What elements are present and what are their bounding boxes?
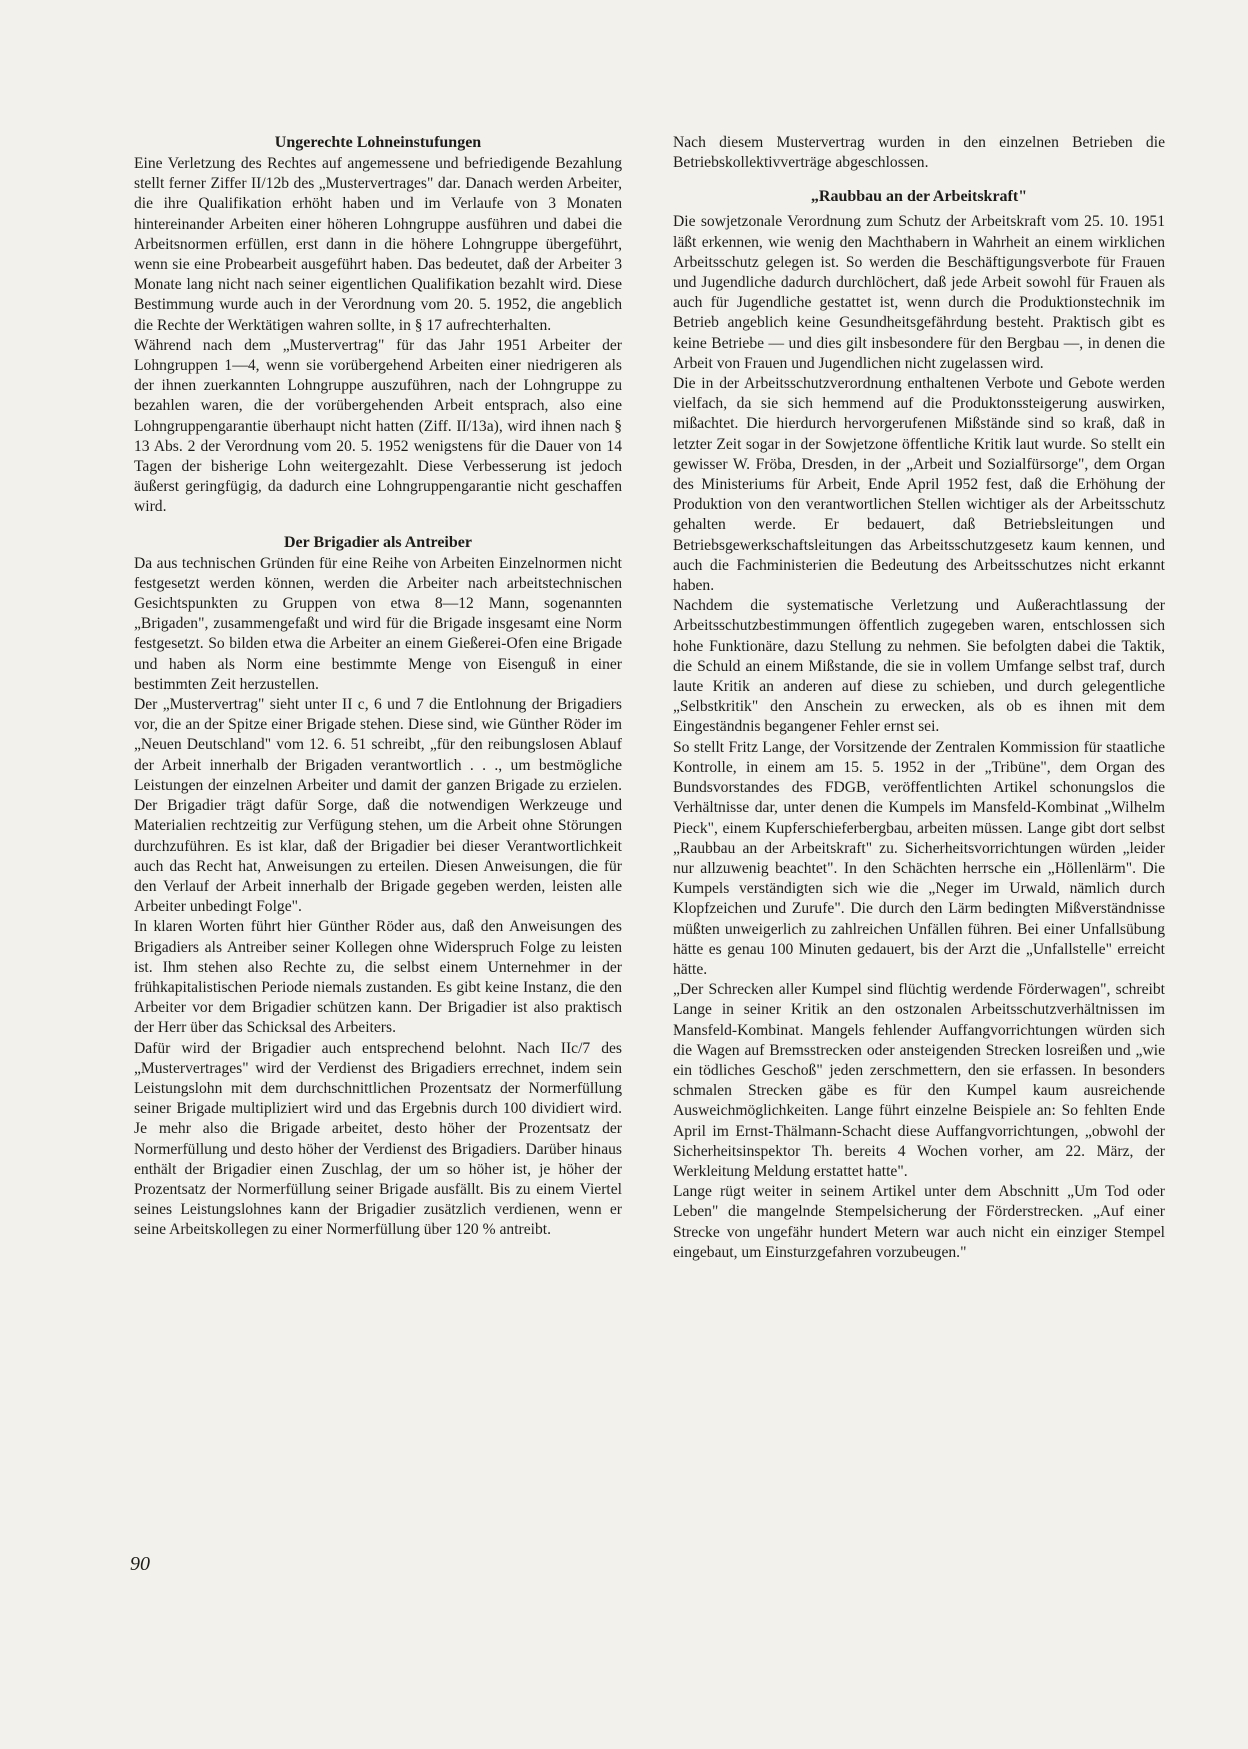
page-number: 90 — [130, 1553, 150, 1575]
paragraph: Nach diesem Mustervertrag wurden in den einzelnen Betrieben die Betriebskollektivverträge abgeschlossen. — [673, 134, 1165, 172]
paragraph: Die in der Arbeitsschutzverordnung enthaltenen Verbote und Gebote werden vielfach, da sie sich hemmend auf die Produktonssteigerung auswirken, mißachtet. Die hierdurch hervorgerufenen Mißstände sind so kraß, daß in letzter Zeit sogar in der Sowjetzone öffentliche Kritik laut wurde. So stellt ein gewisser W. Fröba, Dresden, in der „Arbeit und Sozialfürsorge", dem Organ des Ministeriums für Arbeit, Ende April 1952 fest, daß die Erhöhung der Produktion von den verantwortlichen Stellen wichtiger als der Arbeitsschutz gehalten werde. Er bedauert, daß Betriebsleitungen und Betriebsgewerkschaftsleitungen das Arbeitsschutzgesetz kaum kennen, und auch die Fachministerien die Bedeutung des Arbeitsschutzes nicht erkannt haben. — [673, 375, 1165, 595]
section-heading-brigadier: Der Brigadier als Antreiber — [284, 533, 472, 551]
paragraph: Die sowjetzonale Verordnung zum Schutz der Arbeitskraft vom 25. 10. 1951 läßt erkennen, wie wenig den Machthabern in Wahrheit an einem wirklichen Arbeitsschutz gelegen ist. So werden die Beschäftigungsverbote für Frauen und Jugendliche dadurch durchlöchert, daß jede Arbeit sowohl für Frauen als auch für Jugendliche gestattet ist, wenn durch die Produktionstechnik im Betrieb angeblich keine Gesundheitsgefährdung besteht. Praktisch gibt es keine Betriebe — und dies gilt insbesondere für den Bergbau —, in denen die Arbeit von Frauen und Jugendlichen nicht zugelassen wird. — [673, 213, 1165, 372]
paragraph: Der „Mustervertrag" sieht unter II c, 6 und 7 die Entlohnung der Brigadiers vor, die an der Spitze einer Brigade stehen. Diese sind, wie Günther Röder im „Neuen Deutschland" vom 12. 6. 51 schreibt, „für den reibungslosen Ablauf der Arbeit innerhalb der Brigaden verantwortlich . . ., um bestmögliche Leistungen der einzelnen Arbeiter und damit der ganzen Brigade zu erzielen. Der Brigadier trägt dafür Sorge, daß die notwendigen Werkzeuge und Materialien rechtzeitig zur Verfügung stehen, um die Arbeit ohne Störungen durchzuführen. Es ist klar, daß der Brigadier bei dieser Verantwortlichkeit auch das Recht hat, Anweisungen zu erteilen. Diesen Anweisungen, die für den Verlauf der Arbeit innerhalb der Brigade gegeben werden, leisten alle Arbeiter unbedingt Folge". — [134, 696, 622, 916]
paragraph: Während nach dem „Mustervertrag" für das Jahr 1951 Arbeiter der Lohngruppen 1—4, wenn sie vorübergehend Arbeiten einer niedrigeren als der ihnen zuerkannten Lohngruppe auszuführen, nach der Lohngruppe zu bezahlen waren, die der vorübergehenden Arbeit entsprach, also eine Lohngruppengarantie überhaupt nicht hatten (Ziff. II/13a), wird ihnen nach § 13 Abs. 2 der Verordnung vom 20. 5. 1952 wenigstens für die Dauer von 14 Tagen der bisherige Lohn weitergezahlt. Diese Verbesserung ist jedoch äußerst geringfügig, da dadurch eine Lohngruppengarantie nicht geschaffen wird. — [134, 336, 622, 516]
section-heading-lohneinstufungen: Ungerechte Lohneinstufungen — [274, 134, 482, 151]
left-column — [134, 133, 622, 1241]
section-heading-raubbau: „Raubbau an der Arbeitskraft" — [810, 188, 1028, 206]
paragraph: Eine Verletzung des Rechtes auf angemessene und befriedigende Bezahlung stellt ferner Ziffer II/12b des „Mustervertrages" dar. Danach werden Arbeiter, die ihre Qualifikation erhöht haben und im Verlaufe von 3 Monaten hintereinander Arbeiten einer höheren Lohngruppe ausführen und dabei die Arbeitsnormen erfüllen, erst dann in die höhere Lohngruppe übergeführt, wenn sie eine Probearbeit ausgeführt haben. Das bedeutet, daß der Arbeiter 3 Monate lang nicht nach seiner eigentlichen Qualifikation bezahlt wird. Diese Bestimmung wurde auch in der Verordnung vom 20. 5. 1952, die angeblich die Rechte der Werktätigen wahren sollte, in § 17 aufrechterhalten. — [134, 155, 622, 334]
paragraph: Lange rügt weiter in seinem Artikel unter dem Abschnitt „Um Tod oder Leben" die mangelnde Stempelsicherung der Förderstrecken. „Auf einer Strecke von ungefähr hundert Metern war auch nicht ein einziger Stempel eingebaut, um Einsturzgefahren vorzubeugen." — [673, 1183, 1165, 1261]
paragraph: „Der Schrecken aller Kumpel sind flüchtig werdende Förderwagen", schreibt Lange in seiner Kritik an den ostzonalen Arbeitsschutzverhältnissen im Mansfeld-Kombinat. Mangels fehlender Auffangvorrichtungen würden sich die Wagen auf Bremsstrecken oder ansteigenden Strecken losreißen und „wie ein tödliches Geschoß" jeden zerschmettern, den sie erfassen. In besonders schmalen Strecken gäbe es für den Kumpel kaum ausreichende Ausweichmöglichkeiten. Lange führt einzelne Beispiele an: So fehlten Ende April im Ernst-Thälmann-Schacht diese Auffangvorrichtungen, „obwohl der Sicherheitsinspektor Th. bereits 4 Wochen vorher, am 22. März, der Werkleitung Meldung erstattet hatte". — [673, 981, 1165, 1180]
paragraph: Dafür wird der Brigadier auch entsprechend belohnt. Nach IIc/7 des „Mustervertrages" wird der Verdienst des Brigadiers errechnet, indem sein Leistungslohn mit dem durchschnittlichen Prozentsatz der Normerfüllung seiner Brigade multipliziert wird und das Ergebnis durch 100 dividiert wird. Je mehr also die Brigade arbeitet, desto höher der Prozentsatz der Normerfüllung und desto höher der Verdienst des Brigadiers. Darüber hinaus enthält der Brigadier einen Zuschlag, der um so höher ist, je höher der Prozentsatz der Normerfüllung seiner Brigade ausfällt. Bis zu einem Viertel seines Leistungslohnes kann der Brigadier zusätzlich verdienen, wenn er seine Arbeitskollegen zu einer Normerfüllung über 120 % antreibt. — [134, 1039, 622, 1239]
paragraph: In klaren Worten führt hier Günther Röder aus, daß den Anweisungen des Brigadiers als Antreiber seiner Kollegen ohne Widerspruch Folge zu leisten ist. Ihm stehen also Rechte zu, die selbst einem Unternehmer in der frühkapitalistischen Periode niemals zustanden. Es gibt keine Instanz, die den Arbeiter vor dem Brigadier schützen kann. Der Brigadier ist also praktisch der Herr über das Schicksal des Arbeiters. — [134, 918, 622, 1037]
paragraph: Da aus technischen Gründen für eine Reihe von Arbeiten Einzelnormen nicht festgesetzt werden können, werden die Arbeiter nach arbeitstechnischen Gesichtspunkten zu Gruppen von etwa 8—12 Mann, sogenannten „Brigaden", zusammengefaßt und wird für die Brigade insgesamt eine Norm festgesetzt. So bilden etwa die Arbeiter an einem Gießerei-Ofen eine Brigade und haben als Norm eine bestimmte Menge von Eisenguß in einer bestimmten Zeit herzustellen. — [134, 554, 622, 693]
paragraph: So stellt Fritz Lange, der Vorsitzende der Zentralen Kommission für staatliche Kontrolle, in einem am 15. 5. 1952 in der „Tribüne", dem Organ des Bundsvorstandes des FDGB, veröffentlichten Artikel schonungslos die Verhältnisse dar, unter denen die Kumpels im Mansfeld-Kombinat „Wilhelm Pieck", einem Kupferschieferbergbau, arbeiten müssen. Lange gibt dort selbst „Raubbau an der Arbeitskraft" zu. Sicherheitsvorrichtungen würden „leider nur allzuwenig beachtet". In den Schächten herrsche ein „Höllenlärm". Die Kumpels verständigten sich wie die „Neger im Urwald, nämlich durch Klopfzeichen und Zurufe". Die durch den Lärm bedingten Mißverständnisse müßten unweigerlich zu zahlreichen Unfällen führen. Bei einer Unfallsübung hätte es genau 100 Minuten gedauert, bis der Arzt die „Unfallstelle" erreicht hätte. — [673, 738, 1165, 978]
right-column — [673, 133, 1165, 1263]
paragraph: Nachdem die systematische Verletzung und Außerachtlassung der Arbeitsschutzbestimmungen öffentlich zugegeben waren, entschlossen sich hohe Funktionäre, dazu Stellung zu nehmen. Sie befolgten dabei die Taktik, die Schuld an einem Mißstande, die sie in vollem Umfange selbst traf, durch laute Kritik an anderen auf diese zu schieben, und durch gelegentliche „Selbstkritik" den Anschein zu erwecken, als ob es ihnen mit dem Eingeständnis begangener Fehler ernst sei. — [673, 597, 1165, 736]
